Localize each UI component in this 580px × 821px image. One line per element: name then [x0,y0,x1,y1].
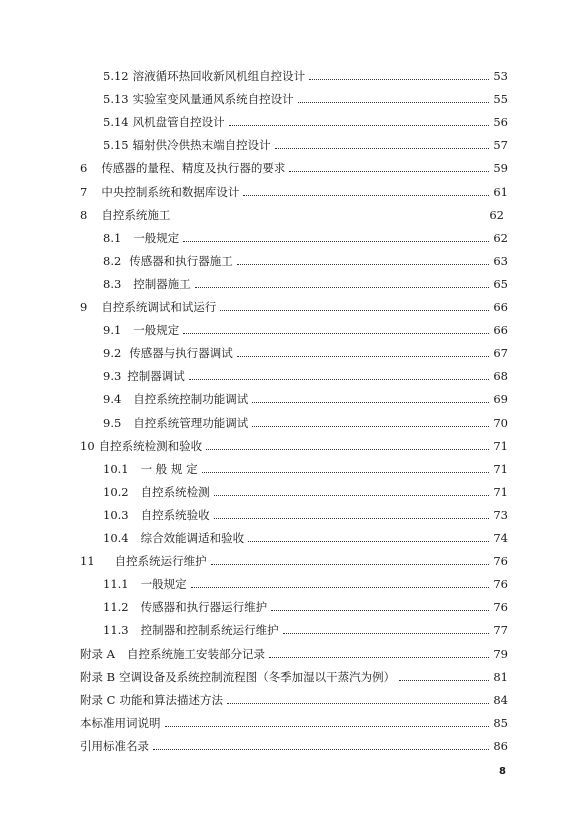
dot-leader [195,287,490,288]
toc-entry[interactable] [103,250,508,268]
toc-entry-page: 73 [493,507,508,522]
toc-entry-title: 一般规定 [140,577,187,592]
toc-entry-number: 9 [80,300,88,314]
dot-leader [309,79,489,80]
toc-entry[interactable] [103,319,508,337]
toc-entry-number: 9.2 [103,346,122,361]
toc-entry-page: 63 [493,253,508,268]
toc-entry-title: 自控系统管理功能调试 [133,415,249,430]
toc-entry-title: 空调设备及系统控制流程图（冬季加湿以干蒸汽为例） [119,669,396,684]
toc-entry[interactable] [103,504,508,522]
toc-entry-number: 11.2 [103,600,129,615]
toc-entry-page: 66 [493,323,508,338]
toc-entry-number: 5.12 [103,69,129,83]
toc-entry[interactable] [80,643,508,661]
toc-entry-number: 8.1 [103,230,122,245]
toc-entry-number: 9.1 [103,323,122,338]
dot-leader [252,402,489,403]
dot-leader [269,657,489,658]
toc-entry[interactable] [103,458,508,476]
toc-entry-page: 76 [493,600,508,615]
toc-entry[interactable] [80,204,508,222]
toc-entry-page: 62 [489,207,504,222]
toc-entry[interactable] [103,573,508,591]
toc-entry[interactable] [103,388,508,406]
toc-entry-page: 57 [493,138,508,153]
toc-entry-number: 10 [80,438,95,453]
toc-entry[interactable] [103,273,508,291]
toc-entry-title: 实验室变风量通风系统自控设计 [132,92,294,107]
dot-leader [237,356,490,357]
toc-entry[interactable] [80,181,508,199]
toc-entry-title: 控制器调试 [127,369,185,384]
toc-entry-title: 中央控制系统和数据库设计 [101,184,240,199]
dot-leader [243,195,489,196]
toc-entry-title: 自控系统检测 [140,484,210,499]
toc-entry[interactable] [103,412,508,430]
toc-entry[interactable] [80,550,508,568]
dot-leader [229,125,490,126]
toc-entry-title: 综合效能调适和验收 [140,531,245,545]
dot-leader [191,587,490,588]
toc-entry[interactable] [103,527,508,545]
toc-entry-number: 附录 C [80,692,116,707]
toc-entry-number: 11.3 [103,623,129,638]
toc-entry-title: 一般规定 [133,230,180,245]
toc-entry-page: 53 [493,69,508,83]
toc-entry-title: 引用标准名录 [80,738,149,753]
toc-entry-page: 76 [493,554,508,569]
toc-entry[interactable] [80,157,508,175]
dot-leader [298,102,490,103]
toc-entry-page: 71 [493,438,508,453]
toc-entry-number: 附录 A [80,646,115,661]
toc-entry-page: 71 [493,484,508,499]
toc-entry[interactable] [103,342,508,360]
toc-entry-page: 76 [493,577,508,592]
toc-entry-title: 自控系统调试和试运行 [101,300,217,314]
toc-entry-number: 5.13 [103,92,129,107]
toc-entry-page: 62 [493,230,508,245]
dot-leader [183,333,489,334]
toc-entry-title: 溶液循环热回收新风机组自控设计 [132,69,306,83]
toc-entry[interactable] [80,296,508,314]
dot-leader [214,518,490,519]
toc-entry[interactable] [103,619,508,637]
toc-entry-number: 8.2 [103,253,122,268]
toc-entry-page: 55 [493,92,508,107]
toc-entry-title: 传感器和执行器运行维护 [140,600,268,615]
toc-entry-number: 7 [80,184,88,199]
toc-entry-number: 附录 B [80,669,116,684]
toc-entry-title: 自控系统施工 [101,207,171,222]
toc-entry-number: 8.3 [103,276,122,291]
toc-entry[interactable] [103,227,508,245]
toc-entry-page: 86 [493,738,508,753]
dot-leader [202,472,490,473]
toc-entry-title: 自控系统控制功能调试 [133,392,249,407]
dot-leader [248,541,489,542]
toc-entry[interactable] [80,666,508,684]
toc-entry-title: 控制器和控制系统运行维护 [140,623,279,638]
toc-entry-title: 一般规定 [133,323,180,338]
toc-entry[interactable] [103,596,508,614]
toc-entry-number: 9.5 [103,415,122,430]
toc-entry-number: 10.3 [103,507,129,522]
toc-entry-title: 控制器施工 [133,276,191,291]
toc-entry[interactable] [103,134,508,152]
toc-entry-page: 67 [493,346,508,361]
dot-leader [275,148,490,149]
toc-entry-page: 69 [493,392,508,407]
toc-entry-page: 65 [493,276,508,291]
dot-leader [165,726,490,727]
toc-entry[interactable] [103,481,508,499]
dot-leader [220,310,489,311]
toc-entry-title: 风机盘管自控设计 [132,115,225,130]
toc-entry-page: 74 [493,531,508,545]
dot-leader [289,171,489,172]
dot-leader [271,610,489,611]
toc-entry-title: 自控系统验收 [140,507,210,522]
toc-entry-page: 70 [493,415,508,430]
toc-entry-page: 84 [493,692,508,707]
toc-entry-page: 59 [493,161,508,176]
toc-entry-title: 一 般 规 定 [140,461,198,476]
toc-entry[interactable] [103,65,508,83]
toc-entry[interactable] [80,712,508,730]
toc-entry-page: 68 [493,369,508,384]
toc-entry-page: 77 [493,623,508,638]
toc-entry-number: 11 [80,554,95,569]
toc-entry-number: 8 [80,207,88,222]
toc-entry-title: 传感器的量程、精度及执行器的要求 [101,161,286,176]
dot-leader [189,379,490,380]
toc-entry-page: 56 [493,115,508,130]
toc-entry-number: 10.1 [103,461,129,476]
toc-entry-number: 6 [80,161,88,176]
dot-leader [237,264,490,265]
dot-leader [153,749,489,750]
dot-leader [183,241,489,242]
toc-entry-number: 5.15 [103,138,129,153]
toc-entry-page: 66 [493,300,508,314]
toc-entry-number: 5.14 [103,115,129,130]
toc-entry[interactable] [80,735,508,753]
toc-entry-page: 61 [493,184,508,199]
dot-leader [214,495,490,496]
toc-entry-number: 11.1 [103,577,129,592]
toc-entry-page: 79 [493,646,508,661]
toc-entry-number: 10.4 [103,531,129,545]
toc-entry-title: 传感器与执行器调试 [129,346,233,361]
toc-entry[interactable] [103,88,508,106]
toc-entry-number: 9.3 [103,369,122,384]
toc-entry-title: 自控系统检测和验收 [98,438,203,453]
toc-entry-page: 71 [493,461,508,476]
toc-entry-title: 本标准用词说明 [80,715,161,730]
toc-entry-title: 传感器和执行器施工 [129,253,233,268]
toc-entry[interactable] [80,689,508,707]
toc-entry-title: 功能和算法描述方法 [119,692,223,707]
toc-entry-title: 自控系统施工安装部分记录 [126,646,265,661]
toc-entry-number: 10.2 [103,484,129,499]
page-number: 8 [499,766,506,777]
toc-entry[interactable] [103,111,508,129]
dot-leader [227,703,489,704]
dot-leader [399,680,489,681]
toc-entry[interactable] [103,365,508,383]
toc-entry-title: 辐射供冷供热末端自控设计 [132,138,271,153]
toc-entry-page: 81 [493,669,508,684]
dot-leader [206,449,489,450]
toc-entry-title: 自控系统运行维护 [114,554,207,569]
dot-leader [211,564,490,565]
toc-entry-number: 9.4 [103,392,122,407]
toc-entry-page: 85 [493,715,508,730]
toc-entry[interactable] [80,435,508,453]
dot-leader [252,426,489,427]
dot-leader [283,633,490,634]
